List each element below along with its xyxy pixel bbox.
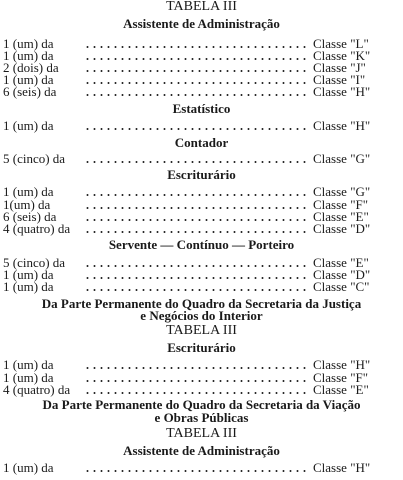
dot-leader: [84, 161, 307, 163]
row-label: 1 (um) da: [3, 370, 54, 385]
dot-leader: [84, 265, 307, 267]
row-label: 5 (cinco) da: [3, 151, 66, 166]
dot-leader: [84, 70, 307, 72]
table-title: TABELA III: [166, 323, 237, 338]
row-label: 1 (um) da: [3, 184, 54, 199]
section-heading: Estatístico: [172, 101, 231, 116]
dot-leader: [84, 367, 307, 369]
dot-leader: [84, 207, 307, 209]
dot-leader: [84, 380, 307, 382]
row-label: 6 (seis) da: [3, 84, 57, 99]
dot-leader: [84, 46, 307, 48]
row-label: 2 (dois) da: [3, 60, 59, 75]
row-label: 4 (quatro) da: [3, 221, 71, 236]
row-classe: Classe "E": [313, 255, 369, 270]
section-heading: Escriturário: [167, 167, 236, 182]
row-label: 1 (um) da: [3, 279, 54, 294]
row-classe: Classe "E": [313, 209, 369, 224]
row-classe: Classe "C": [313, 279, 370, 294]
row-classe: Classe "H": [313, 118, 371, 133]
row-classe: Classe "K": [313, 48, 371, 63]
dot-leader: [84, 219, 307, 221]
row-label: 1 (um) da: [3, 72, 54, 87]
section-heading: Da Parte Permanente do Quadro da Secretaria da Viação: [42, 397, 361, 412]
row-label: 1 (um) da: [3, 118, 54, 133]
row-classe: Classe "I": [313, 72, 366, 87]
row-classe: Classe "D": [313, 267, 371, 282]
row-classe: Classe "G": [313, 184, 371, 199]
section-heading: Escriturário: [167, 340, 236, 355]
row-label: 1(um) da: [3, 197, 51, 212]
row-label: 6 (seis) da: [3, 209, 57, 224]
dot-leader: [84, 277, 307, 279]
row-label: 1 (um) da: [3, 48, 54, 63]
dot-leader: [84, 82, 307, 84]
row-classe: Classe "F": [313, 370, 369, 385]
row-label: 4 (quatro) da: [3, 382, 71, 397]
row-classe: Classe "E": [313, 382, 369, 397]
dot-leader: [84, 128, 307, 130]
table-title: TABELA III: [166, 426, 237, 441]
dot-leader: [84, 94, 307, 96]
row-label: 1 (um) da: [3, 267, 54, 282]
row-classe: Classe "H": [313, 460, 371, 475]
dot-leader: [84, 289, 307, 291]
row-classe: Classe "G": [313, 151, 371, 166]
row-classe: Classe "J": [313, 60, 366, 75]
row-label: 1 (um) da: [3, 357, 54, 372]
section-heading: Assistente de Administração: [123, 16, 280, 31]
row-label: 5 (cinco) da: [3, 255, 66, 270]
row-label: 1 (um) da: [3, 36, 54, 51]
dot-leader: [84, 470, 307, 472]
section-heading: e Obras Públicas: [154, 410, 249, 425]
row-classe: Classe "H": [313, 84, 371, 99]
section-heading: Assistente de Administração: [123, 443, 280, 458]
dot-leader: [84, 58, 307, 60]
section-heading: Contador: [174, 135, 229, 150]
section-heading: Da Parte Permanente do Quadro da Secretaria da Justiça: [41, 296, 362, 311]
row-classe: Classe "L": [313, 36, 369, 51]
row-label: 1 (um) da: [3, 460, 54, 475]
row-classe: Classe "D": [313, 221, 371, 236]
dot-leader: [84, 194, 307, 196]
table-title: TABELA III: [166, 0, 237, 14]
row-classe: Classe "H": [313, 357, 371, 372]
row-classe: Classe "F": [313, 197, 369, 212]
section-heading: e Negócios do Interior: [140, 308, 263, 323]
section-heading: Servente — Contínuo — Porteiro: [108, 237, 295, 252]
dot-leader: [84, 392, 307, 394]
dot-leader: [84, 231, 307, 233]
